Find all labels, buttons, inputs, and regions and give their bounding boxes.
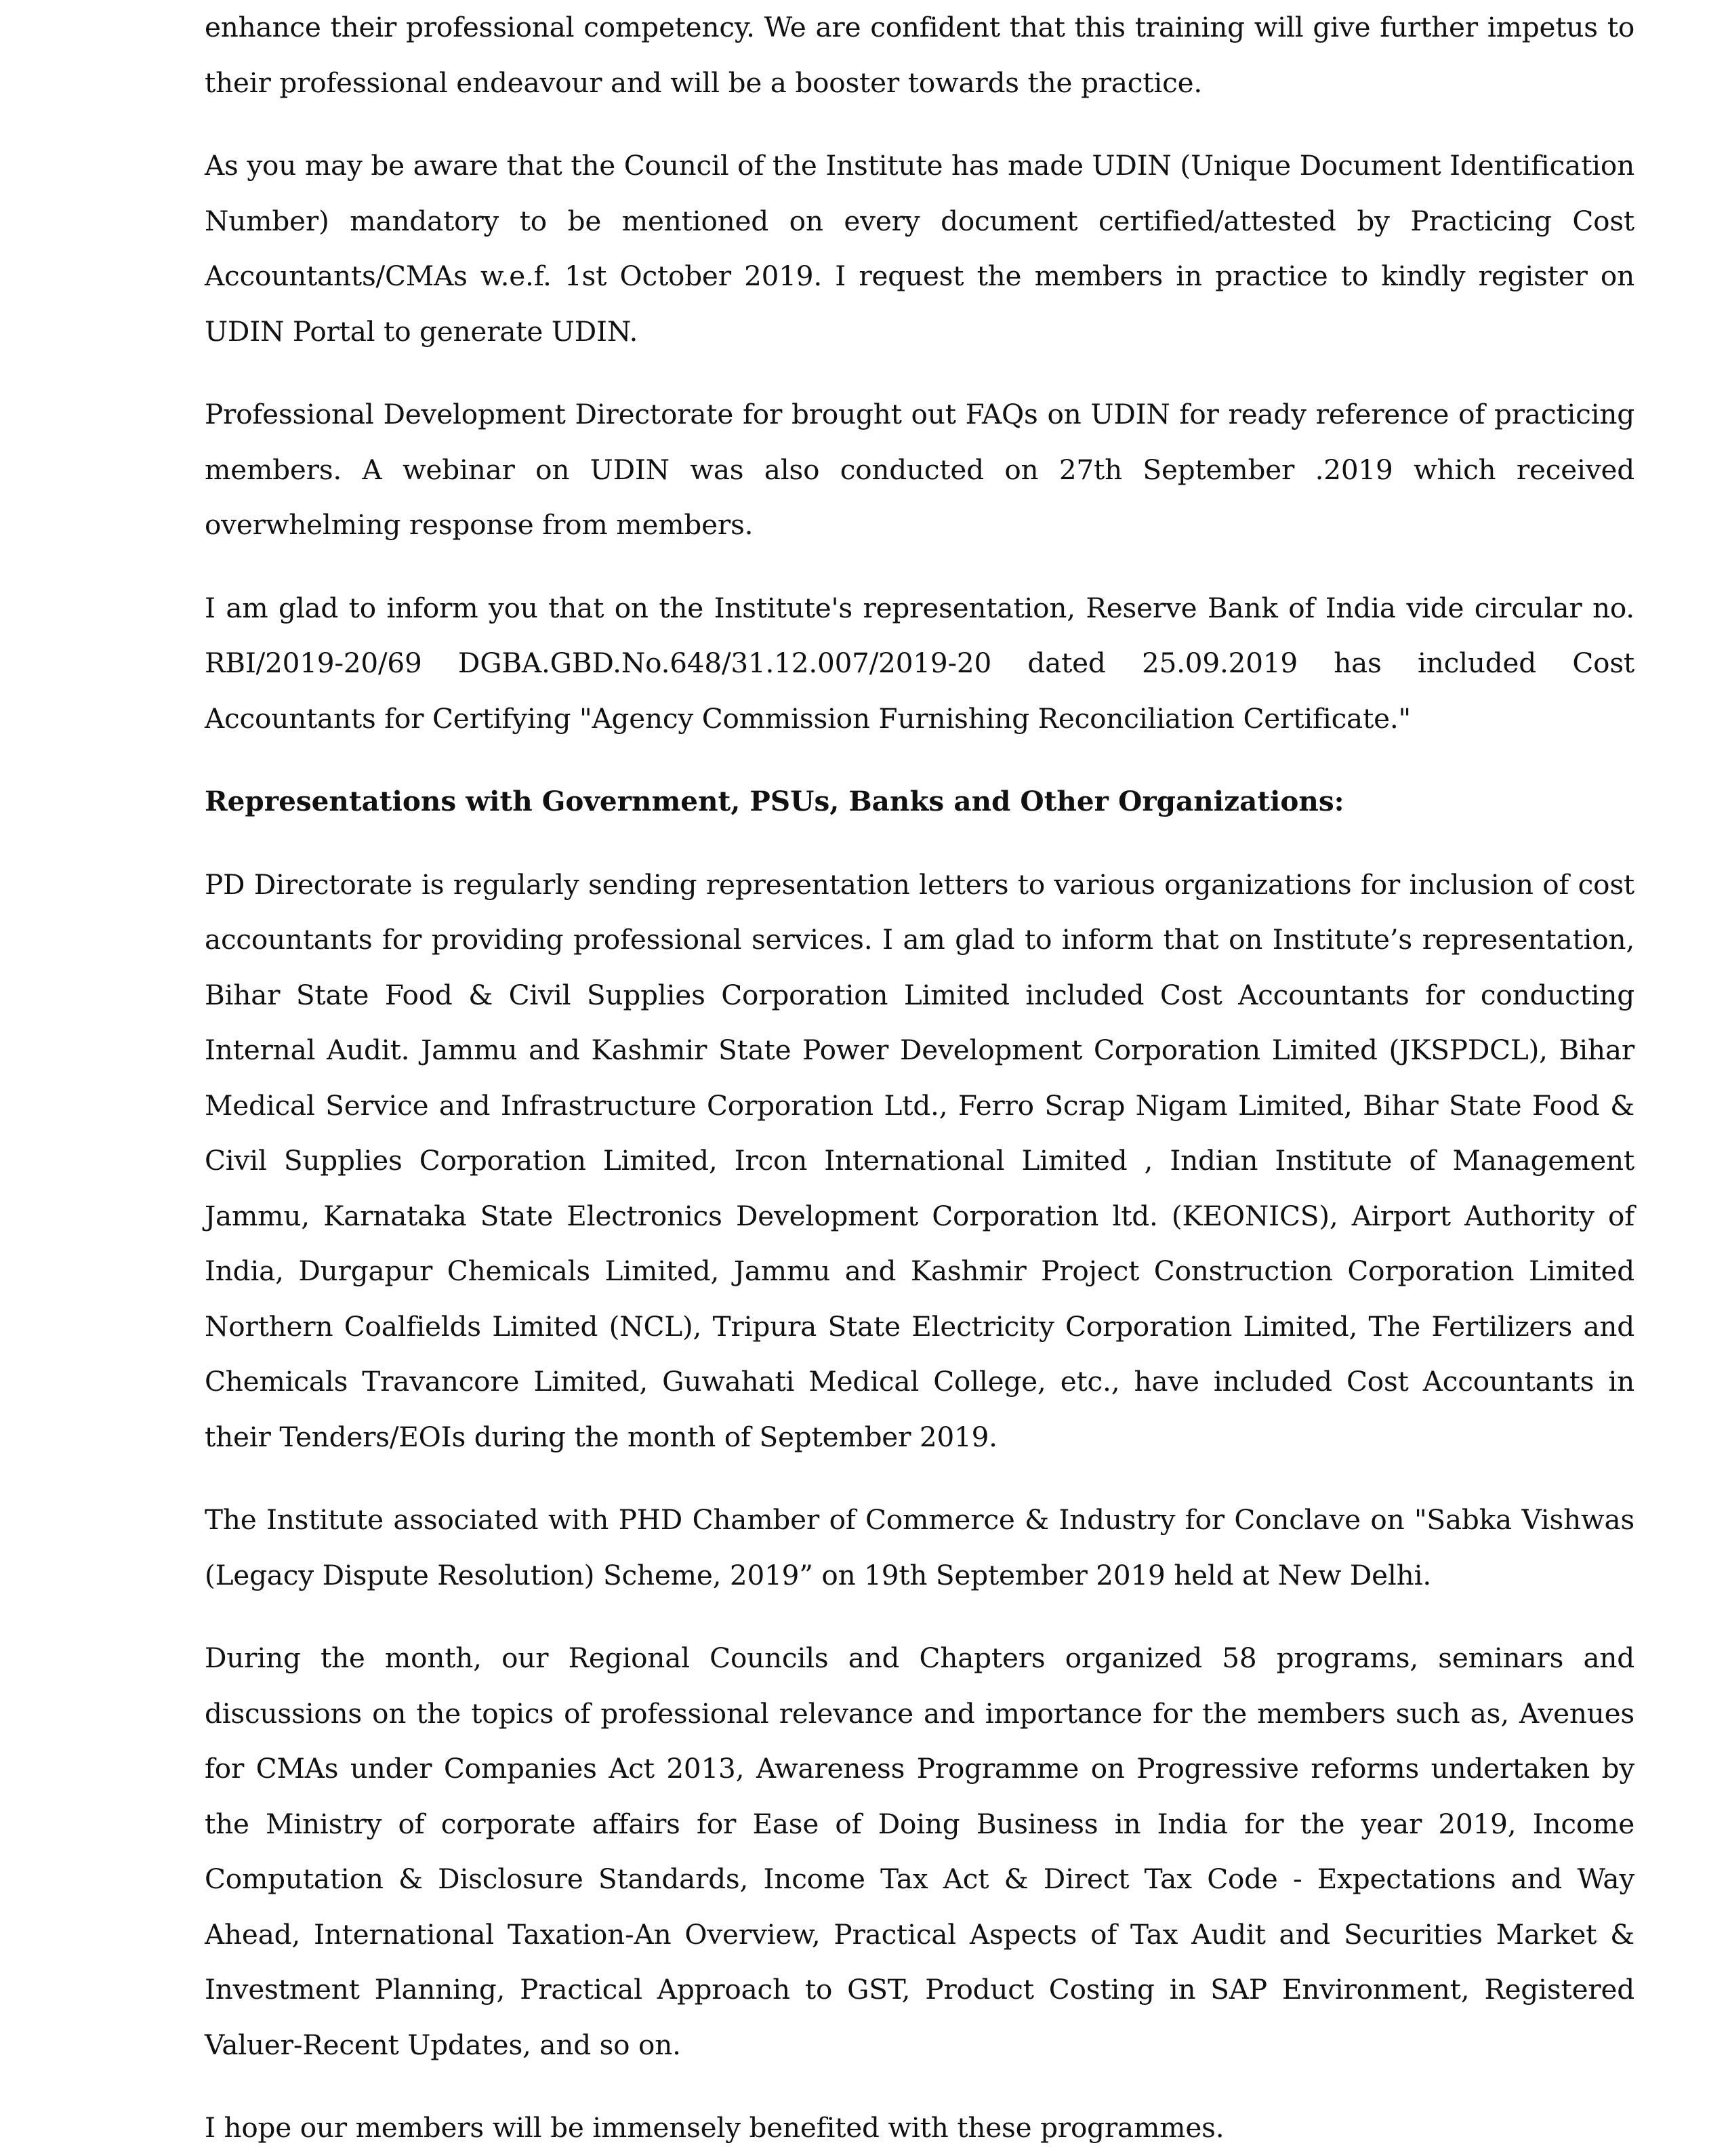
paragraph-udin-mandatory: As you may be aware that the Council of the Institute has made UDIN (Unique Document Identification Number) mandatory to be mentioned on every document certified/attested by Practicing Cost Accountants/CMAs w.e.f. 1st October 2019. I request the members in practice to kindly register on UDIN Portal to generate UDIN. (205, 149, 1634, 348)
document-page (205, 0, 1634, 2156)
paragraph-regional-programs: During the month, our Regional Councils and Chapters organized 58 programs, seminars and discussions on the topics of professional relevance and importance for the members such as, Avenues for CMAs under Companies Act 2013, Awareness Programme on Progressive reforms undertaken by the Ministry of corporate affairs for Ease of Doing Business in India for the year 2019, Income Computation & Disclosure Standards, Income Tax Act & Direct Tax Code - Expectations and Way Ahead, International Taxation-An Overview, Practical Aspects of Tax Audit and Securities Market & Investment Planning, Practical Approach to GST, Product Costing in SAP Environment, Registered Valuer-Recent Updates, and so on. (205, 1642, 1634, 2061)
paragraph-rbi-circular: I am glad to inform you that on the Institute's representation, Reserve Bank of India vide circular no. RBI/2019-20/69 DGBA.GBD.No.648/31.12.007/2019-20 dated 25.09.2019 has included Cost Accountants for Certifying "Agency Commission Furnishing Reconciliation Certificate." (205, 591, 1634, 735)
paragraph-training-continuation: enhance their professional competency. We are confident that this training will give further impetus to their professional endeavour and will be a booster towards the practice. (205, 11, 1634, 99)
paragraph-representation-letters: PD Directorate is regularly sending representation letters to various organizations for inclusion of cost accountants for providing professional services. I am glad to inform that on Institute’s representation, Bihar State Food & Civil Supplies Corporation Limited included Cost Accountants for conducting Internal Audit. Jammu and Kashmir State Power Development Corporation Limited (JKSPDCL), Bihar Medical Service and Infrastructure Corporation Ltd., Ferro Scrap Nigam Limited, Bihar State Food & Civil Supplies Corporation Limited, Ircon International Limited , Indian Institute of Management Jammu, Karnataka State Electronics Development Corporation ltd. (KEONICS), Airport Authority of India, Durgapur Chemicals Limited, Jammu and Kashmir Project Construction Corporation Limited Northern Coalfields Limited (NCL), Tripura State Electricity Corporation Limited, The Fertilizers and Chemicals Travancore Limited, Guwahati Medical College, etc., have included Cost Accountants in their Tenders/EOIs during the month of September 2019. (205, 868, 1634, 1453)
paragraph-closing: I hope our members will be immensely benefited with these programmes. (205, 2111, 1225, 2144)
paragraph-phd-chamber: The Institute associated with PHD Chamber of Commerce & Industry for Conclave on "Sabka Vishwas (Legacy Dispute Resolution) Scheme, 2019” on 19th September 2019 held at New Delhi. (205, 1503, 1634, 1591)
paragraph-udin-faqs: Professional Development Directorate for brought out FAQs on UDIN for ready reference of practicing members. A webinar on UDIN was also conducted on 27th September .2019 which received overwhelming response from members. (205, 398, 1634, 541)
section-heading-representations: Representations with Government, PSUs, Banks and Other Organizations: (205, 785, 1344, 817)
